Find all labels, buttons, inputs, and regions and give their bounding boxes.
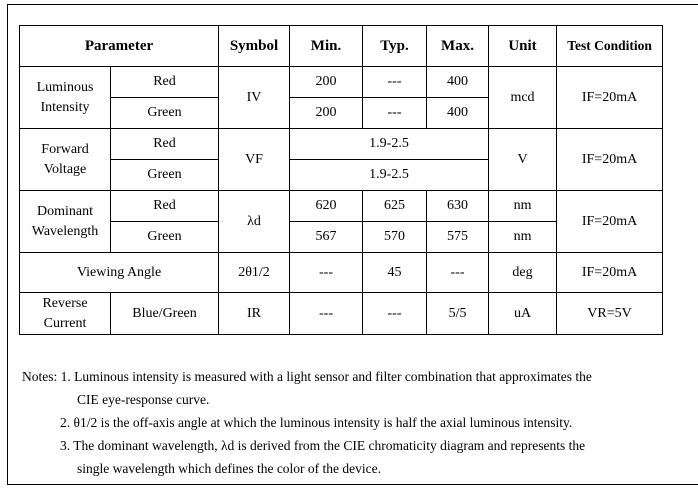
note-2: 2. θ1/2 is the off-axis angle at which the luminous intensity is half the axial luminous intensity. xyxy=(60,415,573,430)
note-3-line-1: 3. The dominant wavelength, λd is derived from the CIE chromaticity diagram and represents the xyxy=(60,438,586,453)
param-reverse-current xyxy=(20,293,111,335)
range-cell: 1.9-2.5 xyxy=(290,160,489,191)
note-1-line-1: Notes: 1. Luminous intensity is measured with a light sensor and filter combination that approximates the xyxy=(22,369,592,384)
max-cell: --- xyxy=(427,253,489,293)
color-cell: Red xyxy=(111,129,219,160)
header-row xyxy=(20,26,663,67)
param-dominant-wavelength xyxy=(20,191,111,253)
unit-cell: V xyxy=(489,129,557,191)
header-test-condition: Test Condition xyxy=(557,26,663,67)
min-cell: --- xyxy=(290,293,363,335)
header-min: Min. xyxy=(290,26,363,67)
unit-cell: mcd xyxy=(489,67,557,129)
table-row xyxy=(20,293,663,335)
note-3-line-2: single wavelength which defines the color of the device. xyxy=(77,461,382,476)
header-unit: Unit xyxy=(489,26,557,67)
table-row xyxy=(20,67,663,98)
param-forward-voltage xyxy=(20,129,111,191)
param-line: Intensity xyxy=(40,99,90,115)
color-cell: Green xyxy=(111,160,219,191)
color-cell: Green xyxy=(111,98,219,129)
typ-cell: --- xyxy=(363,293,427,335)
param-line: Dominant xyxy=(37,203,93,219)
param-luminous-intensity xyxy=(20,67,111,129)
notes-section xyxy=(22,365,682,480)
unit-cell: nm xyxy=(489,222,557,253)
symbol-cell: λd xyxy=(219,191,290,253)
max-cell: 5/5 xyxy=(427,293,489,335)
note-1-line-2: CIE eye-response curve. xyxy=(77,392,210,407)
param-line: Luminous xyxy=(36,79,94,95)
table-row xyxy=(20,191,663,222)
condition-cell: IF=20mA xyxy=(557,253,663,293)
color-cell: Red xyxy=(111,191,219,222)
symbol-cell: VF xyxy=(219,129,290,191)
max-cell: 575 xyxy=(427,222,489,253)
max-cell: 400 xyxy=(427,98,489,129)
max-cell: 630 xyxy=(427,191,489,222)
header-max: Max. xyxy=(427,26,489,67)
frame-bottom-rule xyxy=(7,484,698,485)
typ-cell: --- xyxy=(363,67,427,98)
spec-table xyxy=(19,25,663,335)
frame-left-rule xyxy=(7,4,8,485)
typ-cell: 45 xyxy=(363,253,427,293)
min-cell: 567 xyxy=(290,222,363,253)
typ-cell: 570 xyxy=(363,222,427,253)
color-cell: Blue/Green xyxy=(111,293,219,335)
frame-top-rule xyxy=(7,4,698,5)
symbol-cell: IV xyxy=(219,67,290,129)
condition-cell: VR=5V xyxy=(557,293,663,335)
symbol-cell: 2θ1/2 xyxy=(219,253,290,293)
range-cell: 1.9-2.5 xyxy=(290,129,489,160)
typ-cell: --- xyxy=(363,98,427,129)
unit-cell: deg xyxy=(489,253,557,293)
max-cell: 400 xyxy=(427,67,489,98)
header-symbol: Symbol xyxy=(219,26,290,67)
min-cell: 200 xyxy=(290,98,363,129)
min-cell: --- xyxy=(290,253,363,293)
unit-cell: uA xyxy=(489,293,557,335)
param-line: Wavelength xyxy=(31,223,99,239)
header-typ: Typ. xyxy=(363,26,427,67)
table-row xyxy=(20,129,663,160)
condition-cell: IF=20mA xyxy=(557,129,663,191)
condition-cell: IF=20mA xyxy=(557,191,663,253)
param-line: Current xyxy=(43,315,87,331)
header-parameter: Parameter xyxy=(20,26,219,67)
param-viewing-angle: Viewing Angle xyxy=(20,253,219,293)
min-cell: 620 xyxy=(290,191,363,222)
symbol-cell: IR xyxy=(219,293,290,335)
unit-cell: nm xyxy=(489,191,557,222)
param-line: Voltage xyxy=(43,161,87,177)
param-line: Reverse xyxy=(42,295,88,311)
color-cell: Red xyxy=(111,67,219,98)
table-row xyxy=(20,253,663,293)
min-cell: 200 xyxy=(290,67,363,98)
typ-cell: 625 xyxy=(363,191,427,222)
color-cell: Green xyxy=(111,222,219,253)
condition-cell: IF=20mA xyxy=(557,67,663,129)
param-line: Forward xyxy=(41,141,89,157)
